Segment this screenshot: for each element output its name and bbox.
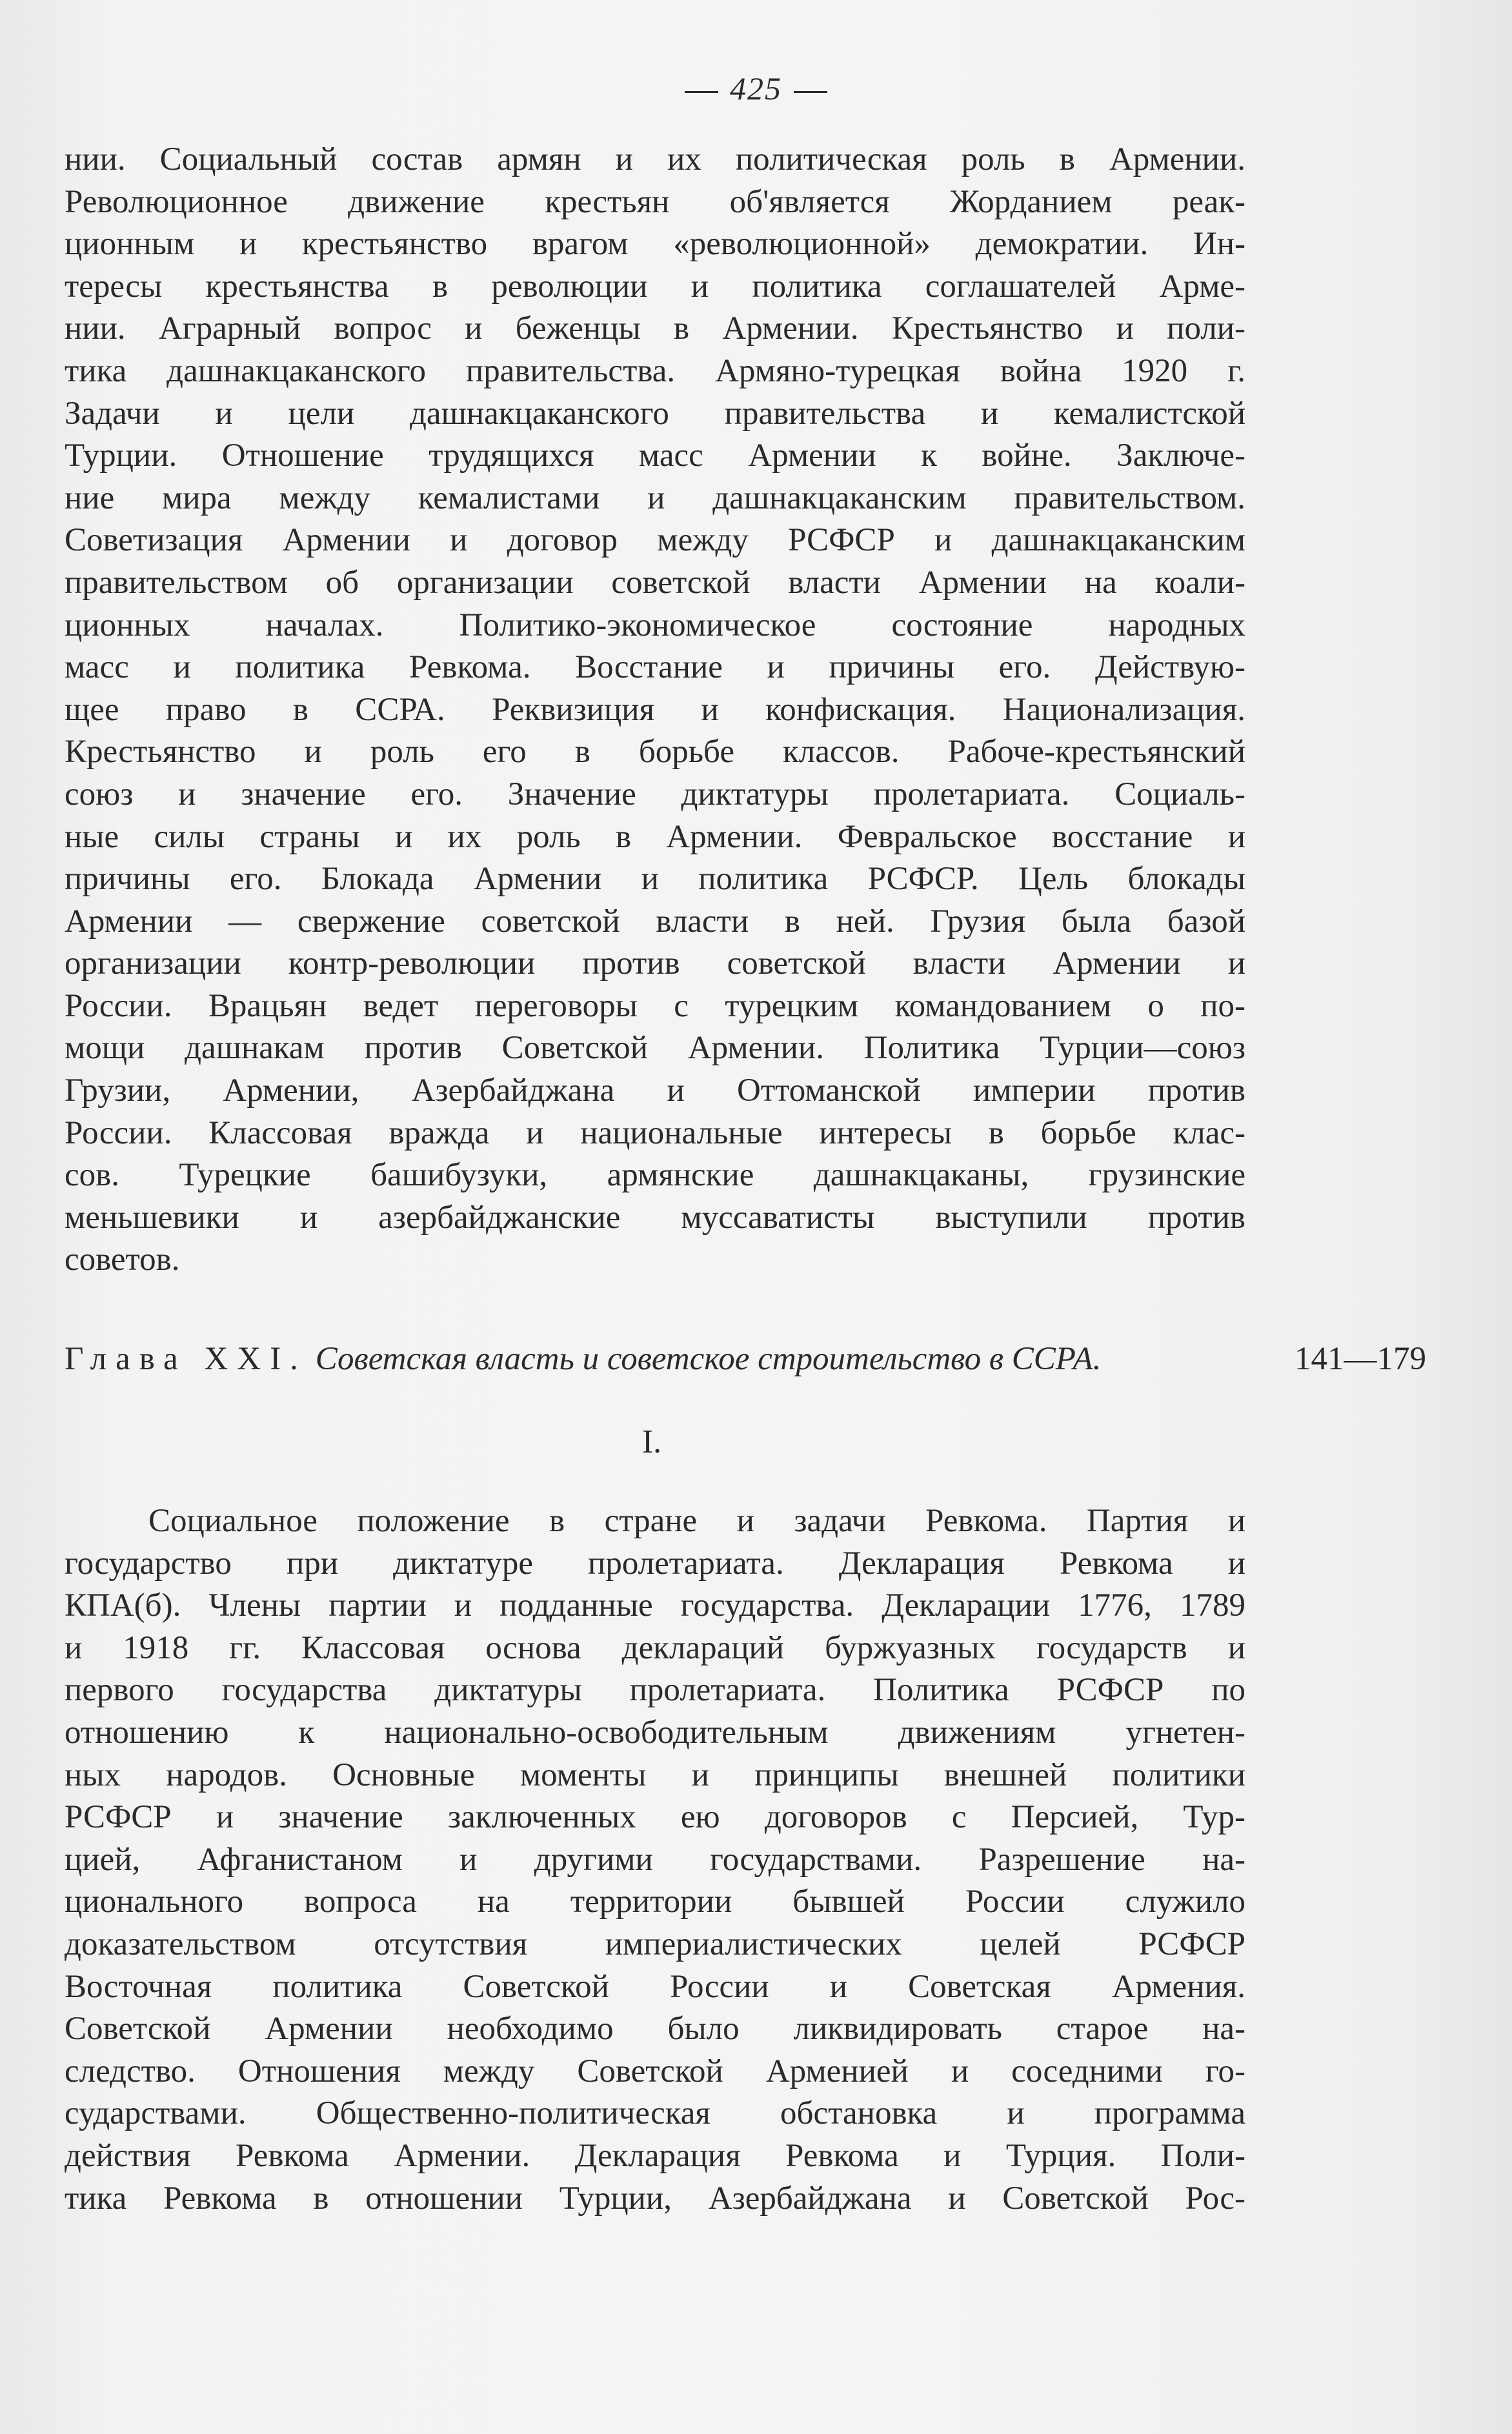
text-line: и 1918 гг. Классовая основа деклараций буржуазных государств и: [65, 1629, 1245, 1666]
text-line: нии. Аграрный вопрос и беженцы в Армении. Крестьянство и поли-: [65, 310, 1245, 347]
page-number-value: 425: [730, 70, 782, 106]
text-line: ных народов. Основные моменты и принципы внешней политики: [65, 1756, 1245, 1793]
text-line: КПА(б). Члены партии и подданные государства. Декларации 1776, 1789: [65, 1587, 1245, 1624]
text-line: РСФСР и значение заключенных ею договоров с Персией, Тур-: [65, 1799, 1245, 1836]
text-line: мощи дашнакам против Советской Армении. Политика Турции—союз: [65, 1030, 1245, 1067]
text-line: Советской Армении необходимо было ликвидировать старое на-: [65, 2011, 1245, 2047]
text-line: ционального вопроса на территории бывшей России служило: [65, 1884, 1245, 1920]
text-line: следство. Отношения между Советской Арменией и соседними го-: [65, 2053, 1245, 2089]
text-line: союз и значение его. Значение диктатуры пролетариата. Социаль-: [65, 776, 1245, 812]
text-line: тика дашнакцаканского правительства. Армяно-турецкая война 1920 г.: [65, 352, 1245, 389]
text-line: правительством об организации советской власти Армении на коали-: [65, 564, 1245, 601]
page-number-dash-left: [685, 91, 718, 93]
text-line: Задачи и цели дашнакцаканского правительства и кемалистской: [65, 395, 1245, 432]
text-line: Революционное движение крестьян об'является Жорданием реак-: [65, 183, 1245, 220]
text-line: Крестьянство и роль его в борьбе классов. Рабоче-крестьянский: [65, 734, 1245, 770]
text-line: Социальное положение в стране и задачи Ревкома. Партия и: [148, 1503, 1245, 1539]
chapter-pages: 141—179: [1295, 1341, 1426, 1377]
text-line: щее право в ССРА. Реквизиция и конфискация. Национализация.: [65, 691, 1245, 728]
text-line: первого государства диктатуры пролетариата. Политика РСФСР по: [65, 1672, 1245, 1709]
text-line: меньшевики и азербайджанские муссаватисты выступили против: [65, 1199, 1245, 1236]
text-line: отношению к национально-освободительным движениям угнетен-: [65, 1714, 1245, 1751]
page-number-dash-right: [794, 91, 827, 93]
top-paragraph: [65, 139, 1245, 1282]
text-line: причины его. Блокада Армении и политика РСФСР. Цель блокады: [65, 861, 1245, 898]
page-number: [0, 70, 1512, 107]
section-marker: I.: [641, 1423, 662, 1460]
text-line: доказательством отсутствия империалистических целей РСФСР: [65, 1926, 1245, 1962]
chapter-title: Советская власть и советское строительство в ССРА.: [315, 1341, 1102, 1377]
bottom-paragraph: [65, 1500, 1245, 2220]
chapter-heading: [65, 1336, 1426, 1382]
text-line: цией, Афганистаном и другими государствами. Разрешение на-: [65, 1841, 1245, 1878]
text-line: Армении — свержение советской власти в ней. Грузия была базой: [65, 903, 1245, 940]
text-line: ционных началах. Политико-экономическое состояние народных: [65, 607, 1245, 643]
text-line: сов. Турецкие башибузуки, армянские дашнакцаканы, грузинские: [65, 1157, 1245, 1194]
text-line: ные силы страны и их роль в Армении. Февральское восстание и: [65, 818, 1245, 855]
text-line: России. Классовая вражда и национальные интересы в борьбе клас-: [65, 1114, 1245, 1151]
text-line: Советизация Армении и договор между РСФСР и дашнакцаканским: [65, 522, 1245, 559]
text-line: Грузии, Армении, Азербайджана и Оттоманской империи против: [65, 1072, 1245, 1109]
text-line: Турции. Отношение трудящихся масс Армении к войне. Заключе-: [65, 438, 1245, 474]
text-line: сударствами. Общественно-политическая обстановка и программа: [65, 2095, 1245, 2132]
text-line: советов.: [65, 1242, 180, 1278]
text-line: ционным и крестьянство врагом «революционной» демократии. Ин-: [65, 226, 1245, 263]
text-line: тересы крестьянства в революции и политика соглашателей Арме-: [65, 268, 1245, 305]
text-line: масс и политика Ревкома. Восстание и причины его. Действую-: [65, 649, 1245, 686]
text-line: Восточная политика Советской России и Советская Армения.: [65, 1968, 1245, 2005]
text-line: государство при диктатуре пролетариата. Декларация Ревкома и: [65, 1545, 1245, 1582]
text-line: организации контр-революции против советской власти Армении и: [65, 945, 1245, 982]
text-line: нии. Социальный состав армян и их политическая роль в Армении.: [65, 141, 1245, 177]
chapter-label: Глава XXI.: [65, 1341, 307, 1377]
text-line: тика Ревкома в отношении Турции, Азербайджана и Советской Рос-: [65, 2180, 1245, 2217]
text-line: действия Ревкома Армении. Декларация Ревкома и Турция. Поли-: [65, 2137, 1245, 2174]
text-line: ние мира между кемалистами и дашнакцаканским правительством.: [65, 479, 1245, 516]
text-line: России. Врацьян ведет переговоры с турецким командованием о по-: [65, 987, 1245, 1024]
